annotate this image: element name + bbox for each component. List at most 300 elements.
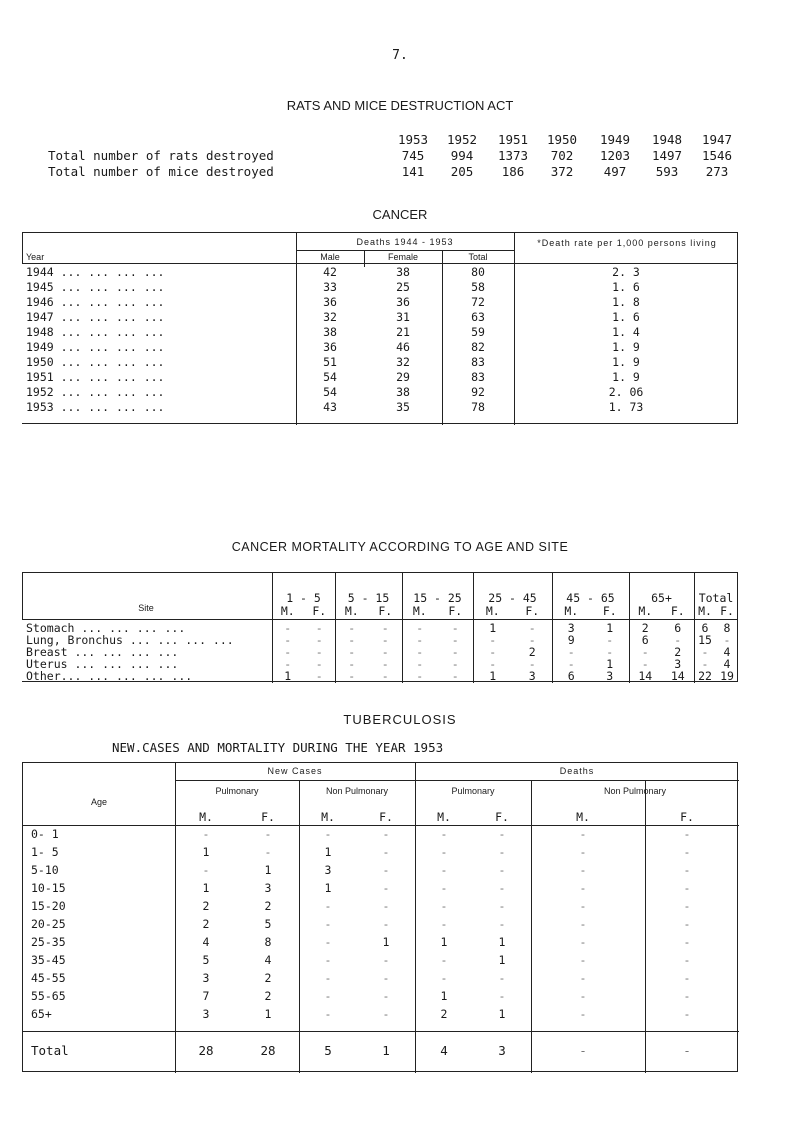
tb-value: -: [324, 953, 332, 967]
cm-value: 1: [489, 621, 497, 635]
cancer-total: 83: [471, 355, 485, 369]
cm-value: -: [381, 645, 389, 659]
cancer-mortality-title: CANCER MORTALITY ACCORDING TO AGE AND SITE: [231, 540, 569, 554]
cancer-year: 1952 ... ... ... ...: [26, 385, 165, 399]
cm-value: -: [315, 657, 323, 671]
tb-value: -: [579, 827, 587, 841]
tb-value: 1: [382, 935, 390, 949]
rats-value: 745: [401, 148, 425, 163]
tb-value: -: [498, 863, 506, 877]
cancer-female: 21: [396, 325, 410, 339]
tb-header-deaths: Deaths: [559, 766, 595, 776]
tb-value: 1: [498, 1007, 506, 1021]
cm-value: -: [348, 669, 356, 683]
cm-value: -: [528, 633, 536, 647]
cancer-male: 54: [323, 370, 337, 384]
tb-value: 7: [202, 989, 210, 1003]
cancer-total: 92: [471, 385, 485, 399]
grid-line: [175, 780, 739, 781]
cm-value: -: [641, 657, 649, 671]
tb-value: -: [382, 845, 390, 859]
cancer-female: 35: [396, 400, 410, 414]
cm-value: -: [701, 645, 709, 659]
cm-value: -: [348, 621, 356, 635]
tb-value: 1: [202, 881, 210, 895]
tb-age: 1- 5: [31, 845, 59, 859]
cancer-rate: 1. 9: [612, 340, 640, 354]
cm-value: -: [348, 645, 356, 659]
cm-site: Uterus ... ... ... ...: [26, 657, 179, 671]
tb-value: 4: [264, 953, 272, 967]
tb-value: -: [579, 1007, 587, 1021]
tb-value: -: [382, 989, 390, 1003]
cm-value: -: [315, 621, 323, 635]
cancer-male: 36: [323, 295, 337, 309]
grid-line: [23, 825, 739, 826]
tb-value: -: [498, 917, 506, 931]
cm-value: -: [451, 669, 459, 683]
cancer-male: 54: [323, 385, 337, 399]
cm-sex-m: M.: [344, 604, 359, 618]
tb-value: -: [264, 827, 272, 841]
cm-sex-f: F.: [448, 604, 463, 618]
cm-value: 1: [606, 621, 614, 635]
tb-value: -: [202, 863, 210, 877]
cm-age-header: 25 - 45: [488, 591, 537, 605]
tb-total-value: 5: [324, 1043, 332, 1058]
cm-value: -: [451, 621, 459, 635]
cm-value: -: [641, 645, 649, 659]
cm-value: -: [489, 645, 497, 659]
cancer-female: 29: [396, 370, 410, 384]
cancer-year: 1944 ... ... ... ...: [26, 265, 165, 279]
cm-value: -: [674, 633, 682, 647]
cm-sex-m: M.: [412, 604, 427, 618]
tb-header-new-cases: New Cases: [267, 766, 323, 776]
cm-sex-f: F.: [602, 604, 617, 618]
cm-value: 15: [698, 633, 712, 647]
tb-value: -: [498, 989, 506, 1003]
cm-value: -: [284, 657, 292, 671]
cm-sex-m: M.: [280, 604, 295, 618]
rats-table: [0, 128, 800, 178]
cancer-rate: 2. 3: [612, 265, 640, 279]
cm-value: -: [489, 633, 497, 647]
cancer-female: 46: [396, 340, 410, 354]
cancer-male: 32: [323, 310, 337, 324]
rats-value: 994: [450, 148, 474, 163]
cm-value: -: [416, 621, 424, 635]
rats-title: RATS AND MICE DESTRUCTION ACT: [286, 98, 514, 113]
cm-sex-f: F.: [378, 604, 393, 618]
cm-site: Lung, Bronchus ... ... ... ...: [26, 633, 234, 647]
cancer-rate: 1. 9: [612, 355, 640, 369]
rats-value: 1203: [599, 148, 631, 163]
rats-year-header: 1949: [599, 132, 631, 147]
tb-value: -: [579, 989, 587, 1003]
tb-value: 2: [264, 899, 272, 913]
cm-value: 2: [641, 621, 649, 635]
cancer-male: 33: [323, 280, 337, 294]
cancer-male: 42: [323, 265, 337, 279]
tb-subheader: Pulmonary: [215, 786, 259, 796]
tb-age: 45-55: [31, 971, 66, 985]
tb-value: -: [683, 845, 691, 859]
cm-value: 2: [674, 645, 682, 659]
tb-value: 2: [440, 1007, 448, 1021]
tb-value: -: [202, 827, 210, 841]
rats-row-label: Total number of mice destroyed: [48, 164, 274, 179]
cancer-rate: 1. 9: [612, 370, 640, 384]
cm-value: 1: [489, 669, 497, 683]
cm-sex-m: M.: [564, 604, 579, 618]
tb-value: -: [498, 881, 506, 895]
cancer-year: 1947 ... ... ... ...: [26, 310, 165, 324]
cm-value: -: [451, 633, 459, 647]
cm-value: -: [284, 633, 292, 647]
tb-value: -: [498, 845, 506, 859]
rats-year-header: 1953: [397, 132, 429, 147]
tb-value: -: [382, 863, 390, 877]
tb-value: 4: [202, 935, 210, 949]
rats-row-label: Total number of rats destroyed: [48, 148, 274, 163]
tb-value: -: [683, 1007, 691, 1021]
rats-year-header: 1951: [497, 132, 529, 147]
tb-total-value: 4: [440, 1043, 448, 1058]
tb-value: 1: [498, 953, 506, 967]
tb-value: -: [579, 881, 587, 895]
cm-site: Breast ... ... ... ...: [26, 645, 179, 659]
tb-value: -: [440, 899, 448, 913]
tb-table: [22, 762, 738, 1072]
cm-value: 19: [720, 669, 734, 683]
rats-value: 1546: [701, 148, 733, 163]
cancer-header-year: Year: [26, 252, 45, 262]
cancer-total: 63: [471, 310, 485, 324]
tb-age: 20-25: [31, 917, 66, 931]
cancer-male: 51: [323, 355, 337, 369]
tb-value: -: [683, 917, 691, 931]
cancer-rate: 1. 8: [612, 295, 640, 309]
cm-value: 6: [641, 633, 649, 647]
cm-value: -: [381, 633, 389, 647]
cancer-female: 25: [396, 280, 410, 294]
tb-value: -: [683, 989, 691, 1003]
cm-sex-f: F.: [670, 604, 685, 618]
cm-value: -: [606, 645, 614, 659]
tb-total-value: 28: [260, 1043, 276, 1058]
tb-value: -: [683, 881, 691, 895]
cancer-year: 1953 ... ... ... ...: [26, 400, 165, 414]
tb-value: -: [579, 917, 587, 931]
tb-value: -: [498, 971, 506, 985]
tb-sex-label: F.: [261, 810, 275, 824]
tb-age: 25-35: [31, 935, 66, 949]
cm-sex-m: M.: [698, 604, 712, 618]
tb-value: -: [324, 827, 332, 841]
page-number: 7.: [392, 48, 408, 63]
cancer-total: 80: [471, 265, 485, 279]
rats-year-header: 1948: [651, 132, 683, 147]
tb-value: -: [579, 971, 587, 985]
tb-value: -: [324, 989, 332, 1003]
cm-value: 3: [528, 669, 536, 683]
tb-value: -: [440, 863, 448, 877]
tb-value: 2: [264, 971, 272, 985]
grid-line: [22, 573, 23, 619]
cancer-female: 32: [396, 355, 410, 369]
cm-value: 14: [638, 669, 653, 683]
cm-value: 6: [674, 621, 682, 635]
tb-value: -: [324, 935, 332, 949]
tb-age: 35-45: [31, 953, 66, 967]
cm-value: -: [528, 657, 536, 671]
tb-subtitle: NEW.CASES AND MORTALITY DURING THE YEAR 1953: [112, 740, 444, 755]
cm-value: -: [606, 633, 614, 647]
tb-subheader: Non Pulmonary: [603, 786, 667, 796]
cancer-female: 38: [396, 265, 410, 279]
tb-value: -: [264, 845, 272, 859]
cm-value: 3: [567, 621, 575, 635]
tb-header-age: Age: [90, 797, 107, 807]
tb-value: 8: [264, 935, 272, 949]
tb-value: -: [683, 935, 691, 949]
cm-sex-m: M.: [485, 604, 500, 618]
tb-value: -: [324, 971, 332, 985]
cancer-total: 82: [471, 340, 485, 354]
cancer-year: 1948 ... ... ... ...: [26, 325, 165, 339]
cm-value: 1: [606, 657, 614, 671]
cancer-female: 38: [396, 385, 410, 399]
cancer-female: 36: [396, 295, 410, 309]
tb-value: -: [382, 827, 390, 841]
tb-value: -: [579, 845, 587, 859]
cm-value: -: [381, 669, 389, 683]
cm-age-header: 1 - 5: [286, 591, 321, 605]
rats-value: 1373: [497, 148, 529, 163]
cm-sex-f: F.: [720, 604, 734, 618]
cancer-male: 38: [323, 325, 337, 339]
cm-value: -: [315, 669, 323, 683]
tb-value: 2: [264, 989, 272, 1003]
tb-value: -: [683, 953, 691, 967]
tb-age: 55-65: [31, 989, 66, 1003]
cancer-total: 72: [471, 295, 485, 309]
cm-sex-m: M.: [638, 604, 653, 618]
tb-total-value: -: [579, 1043, 587, 1058]
cm-value: -: [489, 657, 497, 671]
tb-value: 1: [440, 935, 448, 949]
tb-value: -: [382, 881, 390, 895]
tb-age: 15-20: [31, 899, 66, 913]
tb-value: -: [683, 827, 691, 841]
cm-age-header: Total: [698, 591, 734, 605]
cm-site: Other... ... ... ... ...: [26, 669, 193, 683]
cm-value: -: [381, 621, 389, 635]
tb-value: 2: [202, 917, 210, 931]
cancer-male: 36: [323, 340, 337, 354]
cancer-total: 59: [471, 325, 485, 339]
tb-value: -: [382, 917, 390, 931]
tb-value: 3: [202, 971, 210, 985]
tb-value: -: [382, 1007, 390, 1021]
rats-value: 702: [550, 148, 574, 163]
cm-value: -: [315, 645, 323, 659]
cm-age-header: 45 - 65: [566, 591, 615, 605]
tb-age: 0- 1: [31, 827, 59, 841]
rats-value: 141: [401, 164, 425, 179]
tb-value: 3: [264, 881, 272, 895]
cm-value: 2: [528, 645, 536, 659]
tb-age: 5-10: [31, 863, 59, 877]
cancer-rate: 1. 73: [608, 400, 644, 414]
tb-sex-label: F.: [495, 810, 509, 824]
tb-subheader: Pulmonary: [451, 786, 495, 796]
cm-value: -: [284, 645, 292, 659]
rats-value: 1497: [651, 148, 683, 163]
cm-value: 14: [670, 669, 685, 683]
cancer-year: 1949 ... ... ... ...: [26, 340, 165, 354]
tb-value: -: [440, 881, 448, 895]
cm-value: 6: [567, 669, 575, 683]
cm-value: -: [416, 657, 424, 671]
cm-value: -: [348, 657, 356, 671]
cancer-year: 1951 ... ... ... ...: [26, 370, 165, 384]
cm-value: -: [416, 645, 424, 659]
tb-value: 1: [264, 863, 272, 877]
tb-total-value: 3: [498, 1043, 506, 1058]
tb-value: -: [498, 827, 506, 841]
cm-value: -: [567, 645, 575, 659]
tb-value: -: [324, 1007, 332, 1021]
tb-value: -: [683, 863, 691, 877]
rats-value: 273: [705, 164, 729, 179]
rats-year-header: 1952: [446, 132, 478, 147]
tb-sex-label: M.: [437, 810, 451, 824]
cm-value: -: [528, 621, 536, 635]
tb-sex-label: M.: [321, 810, 335, 824]
tb-value: -: [683, 971, 691, 985]
cm-value: -: [315, 633, 323, 647]
cancer-male: 43: [323, 400, 337, 414]
tb-title: TUBERCULOSIS: [343, 712, 457, 727]
tb-sex-label: M.: [576, 810, 590, 824]
cm-age-header: 65+: [651, 591, 672, 605]
cm-value: 22: [698, 669, 712, 683]
tb-value: 3: [324, 863, 332, 877]
cm-age-header: 15 - 25: [413, 591, 462, 605]
tb-value: -: [382, 899, 390, 913]
tb-age: 10-15: [31, 881, 66, 895]
tb-value: 1: [440, 989, 448, 1003]
tb-subheader: Non Pulmonary: [325, 786, 389, 796]
tb-total-label: Total: [31, 1043, 69, 1058]
tb-value: 1: [202, 845, 210, 859]
tb-value: -: [440, 971, 448, 985]
tb-value: -: [440, 953, 448, 967]
cancer-total: 83: [471, 370, 485, 384]
rats-value: 186: [501, 164, 525, 179]
tb-value: -: [498, 899, 506, 913]
tb-sex-label: M.: [199, 810, 213, 824]
cancer-rate: 1. 6: [612, 310, 640, 324]
tb-total-value: -: [683, 1043, 691, 1058]
tb-value: 1: [498, 935, 506, 949]
cm-value: -: [567, 657, 575, 671]
tb-value: -: [579, 953, 587, 967]
cancer-female: 31: [396, 310, 410, 324]
tb-value: 5: [202, 953, 210, 967]
tb-value: 1: [264, 1007, 272, 1021]
tb-sex-label: F.: [379, 810, 393, 824]
cm-value: 4: [723, 645, 731, 659]
tb-age: 65+: [31, 1007, 52, 1021]
cm-value: -: [723, 633, 731, 647]
cm-value: 3: [606, 669, 614, 683]
tb-value: -: [579, 935, 587, 949]
tb-total-value: 28: [198, 1043, 214, 1058]
cancer-mortality-table: [22, 572, 738, 682]
cm-value: -: [284, 621, 292, 635]
tb-value: 5: [264, 917, 272, 931]
rats-year-header: 1947: [701, 132, 733, 147]
tb-value: -: [382, 953, 390, 967]
cm-value: -: [416, 669, 424, 683]
cancer-header-total: Total: [468, 252, 488, 262]
tb-value: 1: [324, 845, 332, 859]
cm-sex-f: F.: [312, 604, 327, 618]
tb-value: -: [324, 899, 332, 913]
tb-value: -: [579, 863, 587, 877]
cancer-rate: 1. 4: [612, 325, 640, 339]
cm-value: 3: [674, 657, 682, 671]
tb-value: -: [440, 917, 448, 931]
cancer-table: [22, 232, 738, 424]
cancer-header-rate: *Death rate per 1,000 persons living: [537, 238, 717, 248]
cancer-total: 58: [471, 280, 485, 294]
tb-value: -: [683, 899, 691, 913]
cm-value: 9: [567, 633, 575, 647]
cancer-total: 78: [471, 400, 485, 414]
tb-value: 3: [202, 1007, 210, 1021]
cancer-year: 1945 ... ... ... ...: [26, 280, 165, 294]
tb-value: -: [440, 845, 448, 859]
tb-value: -: [324, 917, 332, 931]
cancer-rate: 1. 6: [612, 280, 640, 294]
tb-value: 1: [324, 881, 332, 895]
cm-value: -: [416, 633, 424, 647]
cm-value: -: [451, 657, 459, 671]
cm-age-header: 5 - 15: [347, 591, 390, 605]
cm-value: 8: [723, 621, 731, 635]
cm-header-site: Site: [138, 603, 154, 613]
cm-value: 6: [701, 621, 709, 635]
cancer-rate: 2. 06: [608, 385, 644, 399]
rats-value: 497: [603, 164, 627, 179]
cm-value: -: [348, 633, 356, 647]
cm-value: -: [381, 657, 389, 671]
cm-value: 4: [723, 657, 731, 671]
grid-line: [22, 619, 738, 620]
rats-value: 372: [550, 164, 574, 179]
cancer-year: 1946 ... ... ... ...: [26, 295, 165, 309]
tb-total-value: 1: [382, 1043, 390, 1058]
cm-sex-f: F.: [525, 604, 540, 618]
rats-value: 593: [655, 164, 679, 179]
cancer-header-female: Female: [387, 252, 418, 262]
tb-value: -: [579, 899, 587, 913]
tb-sex-label: F.: [680, 810, 694, 824]
